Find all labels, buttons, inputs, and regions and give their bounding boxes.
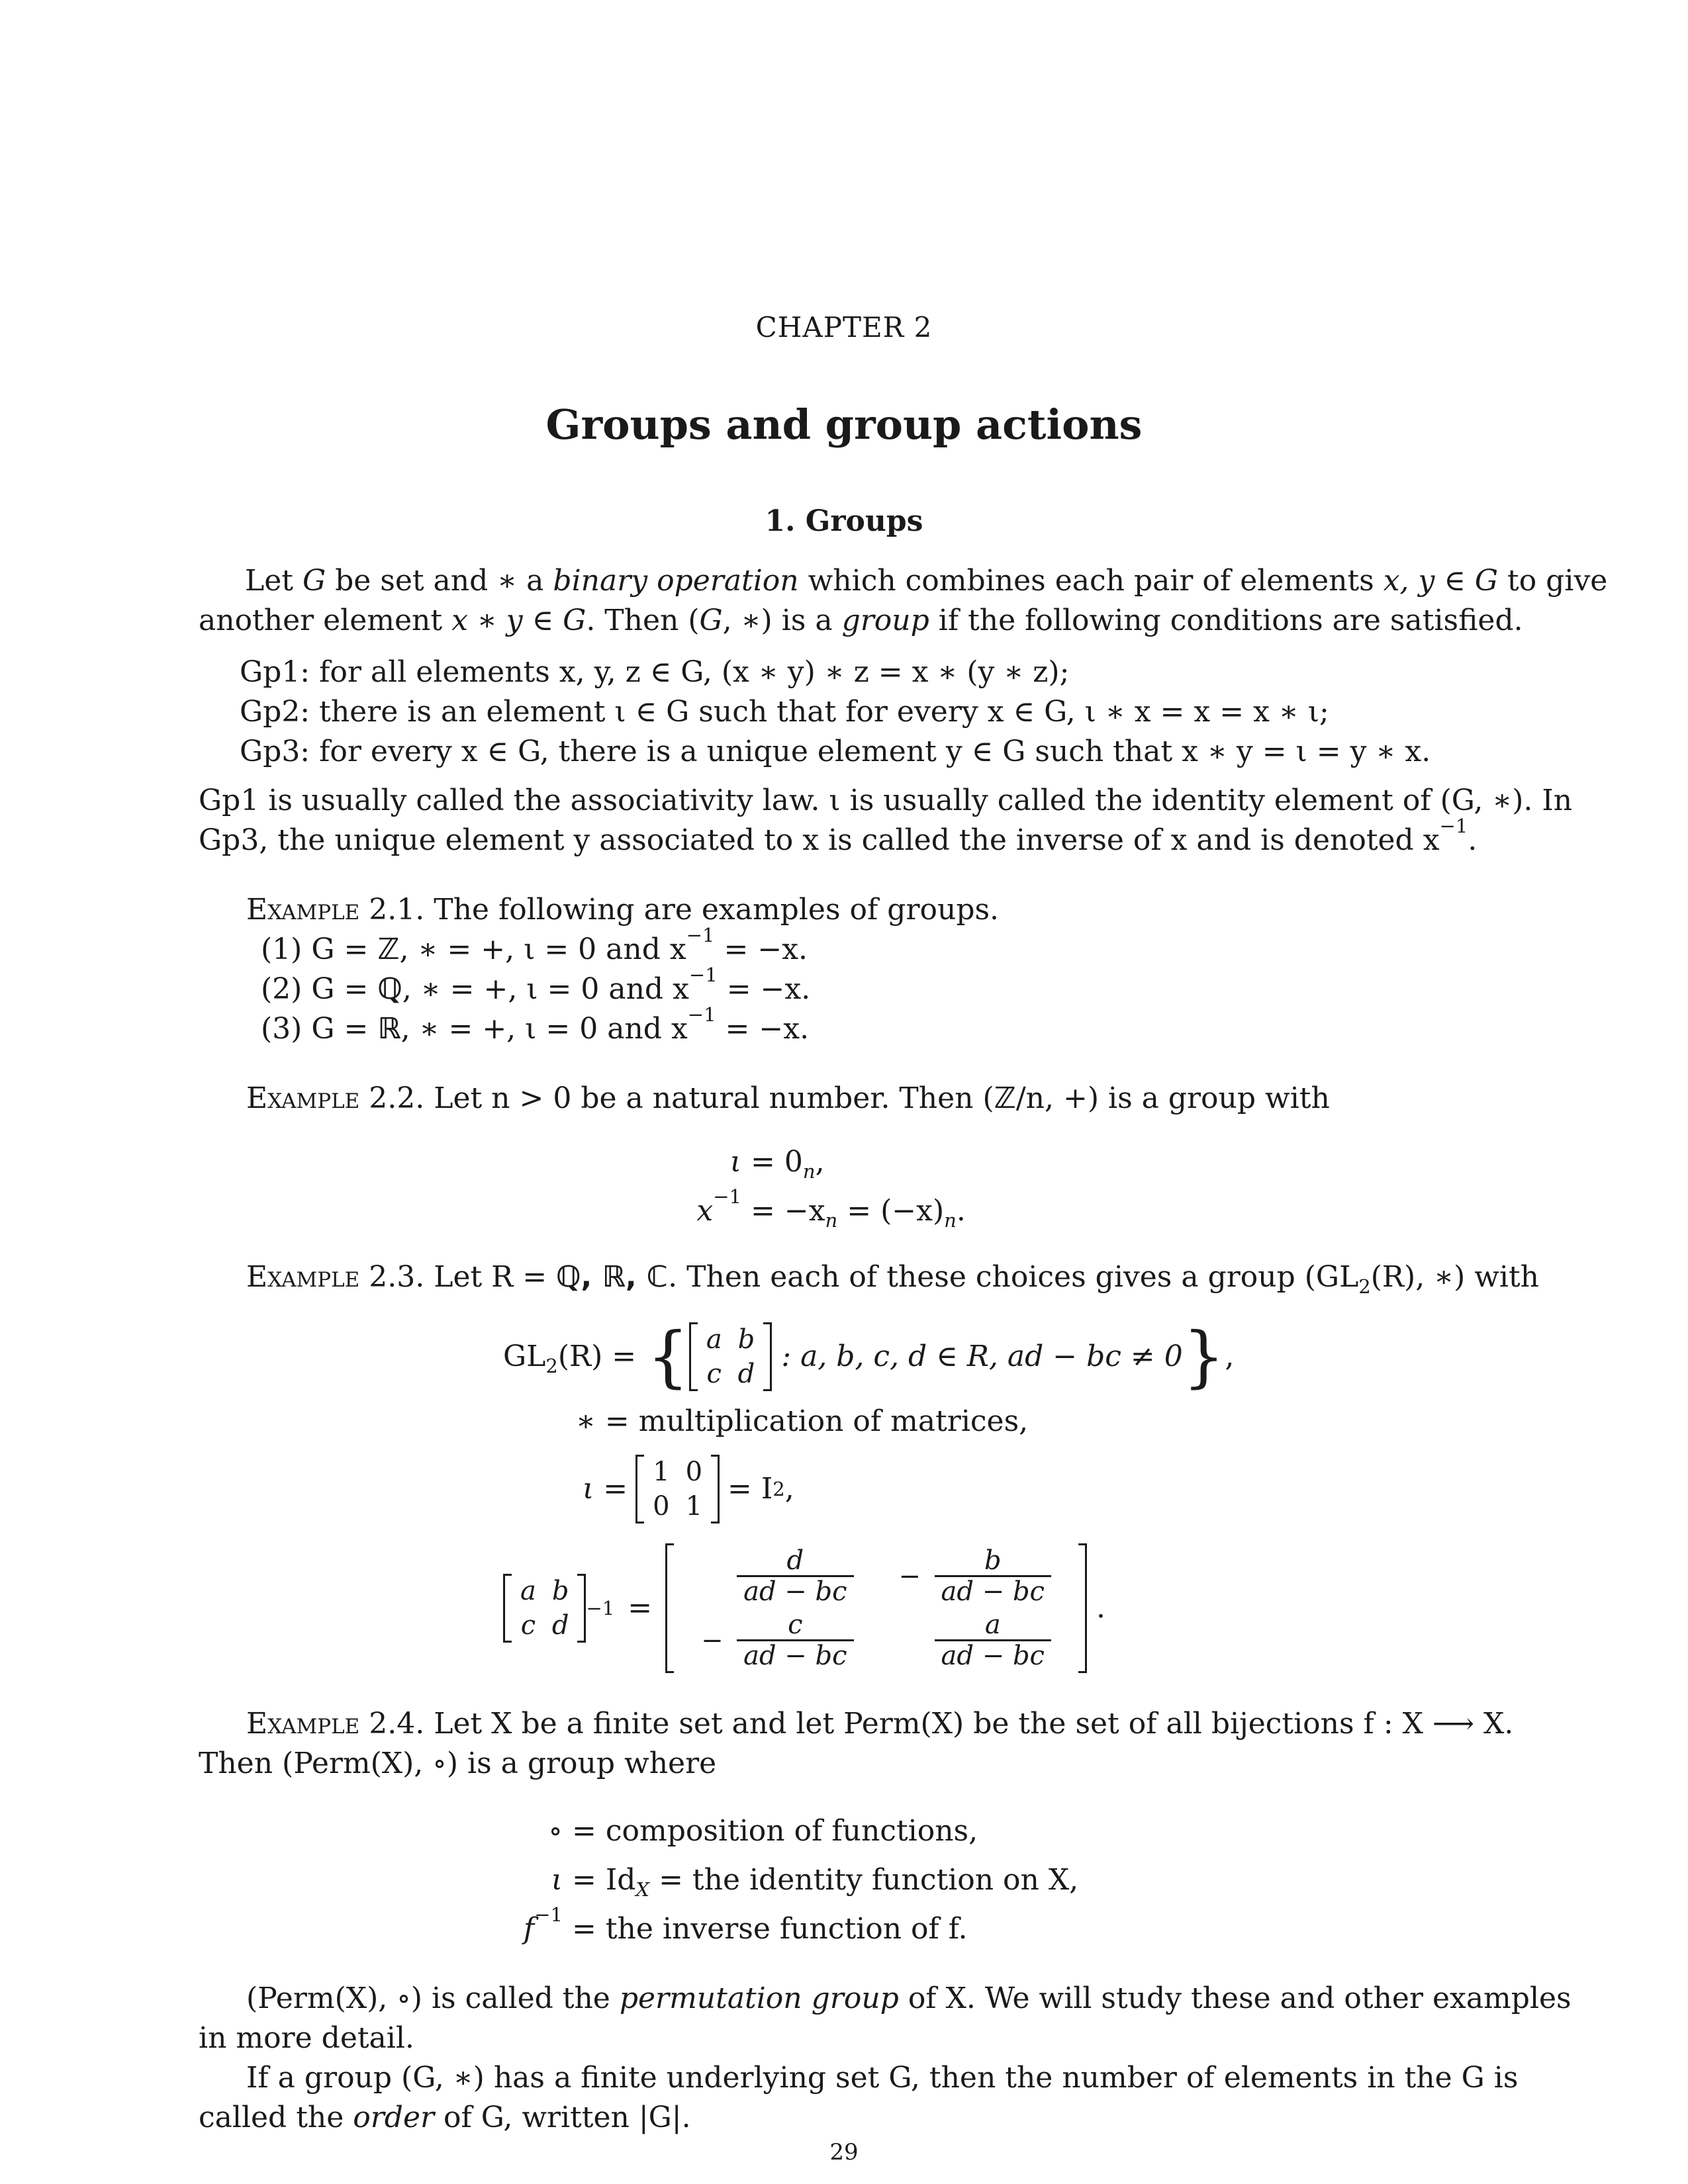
equation-row: ∘ = composition of functions, [548,1814,978,1848]
generic-matrix: a b c d [503,1574,586,1643]
page-number: 29 [829,2139,859,2165]
closing-p1-line-2: in more detail. [199,2021,414,2055]
axiom-gp2: Gp2: there is an element ι ∈ G such that for every x ∈ G, ι ∗ x = x = x ∗ ι; [240,695,1329,729]
example-2-2-heading: Example 2.2. Let n > 0 be a natural number. Then (ℤ/n, +) is a group with [246,1081,1330,1115]
identity-definition: ι = 1 0 0 1 = I 2 , [583,1449,1046,1529]
example-2-2-eq-inverse: $x^{-1} = -x_n = (-x)_n$. [696,1185,966,1232]
operation-definition: ∗ = multiplication of matrices, [576,1404,1029,1438]
intro-line-2: another element x ∗ y ∈ G. Then (G, ∗) is a group if the following conditions are satisfied. [199,604,1523,637]
axiom-gp1: Gp1: for all elements x, y, z ∈ G, (x ∗ y) ∗ z = x ∗ (y ∗ z); [240,655,1070,689]
section-title: 1. Groups [765,504,923,538]
example-2-4-equations [477,1807,1271,1954]
example-2-2-eq-identity: $\iota = 0_n$, [729,1145,825,1183]
example-2-1 [246,890,1504,1049]
closing-p2-line-1: If a group (G, ∗) has a finite underlying set G, then the number of elements in the G is [246,2061,1519,2095]
closing-p1-line-1: (Perm(X), ∘) is called the permutation group of X. We will study these and other examples [246,1981,1571,2015]
example-2-4-line-1: Example 2.4. Let X be a finite set and let Perm(X) be the set of all bijections f : X ⟶ X. [246,1707,1514,1741]
list-item: (2) G = ℚ, ∗ = +, ι = 0 and $x^{-1} = -x$. [261,963,811,1006]
example-2-4 [199,1704,1514,1784]
intro-line-1: Let G be set and ∗ a binary operation which combines each pair of elements x, y ∈ G to give [245,564,1608,598]
example-2-3-heading: Example 2.3. Let R = ℚ, ℝ, ℂ. Then each of these choices gives a group ($GL_2(R)$, ∗) with [246,1260,1540,1298]
intro-paragraph [199,561,1608,641]
inverse-formula: a b c d −1 = $\frac{d}{ad - bc}$ − $\frac{b}{ad - bc}$ − $\frac{c}{ad - bc}$ $\frac{a}{ad - bc}$ . [503,1535,1165,1681]
remark-line-2: Gp3, the unique element y associated to x is called the inverse of x and is denoted $x^{-1}$. [199,814,1477,857]
closing-paragraphs [199,1979,1571,2138]
chapter-label: CHAPTER 2 [755,311,933,343]
axiom-gp3: Gp3: for every x ∈ G, there is a unique element y ∈ G such that x ∗ y = ι = y ∗ x. [240,735,1431,768]
gl2-definition: $GL_2(R)$ = { a b c d : a, b, c, d ∈ R, ad − bc ≠ 0 } , [503,1318,1235,1395]
inverse-matrix: $\frac{d}{ad - bc}$ − $\frac{b}{ad - bc}$ − $\frac{c}{ad - bc}$ $\frac{a}{ad - bc}$ [665,1543,1087,1673]
generic-matrix: a b c d [689,1322,772,1391]
example-2-4-line-2: Then (Perm(X), ∘) is a group where [199,1747,717,1780]
closing-p2-line-2: called the order of G, written |G|. [199,2101,691,2134]
identity-matrix: 1 0 0 1 [635,1455,720,1524]
list-item: (3) G = ℝ, ∗ = +, ι = 0 and $x^{-1} = -x$. [261,1003,810,1046]
remark-line-1: Gp1 is usually called the associativity law. ι is usually called the identity element of (G, ∗). In [199,784,1573,817]
equation-row: $\iota = Id_X$ = the identity function on X, [551,1863,1079,1901]
axiom-list [240,653,1497,772]
chapter-title: Groups and group actions [545,400,1143,449]
example-2-1-heading: Example 2.1. The following are examples of groups. [246,893,1000,927]
equation-row: $f^{-1}$ = the inverse function of f. [523,1903,968,1946]
axioms-remark [199,781,1573,860]
example-2-1-items [246,923,1504,1049]
list-item: (1) G = ℤ, ∗ = +, ι = 0 and $x^{-1} = -x$. [261,923,808,966]
